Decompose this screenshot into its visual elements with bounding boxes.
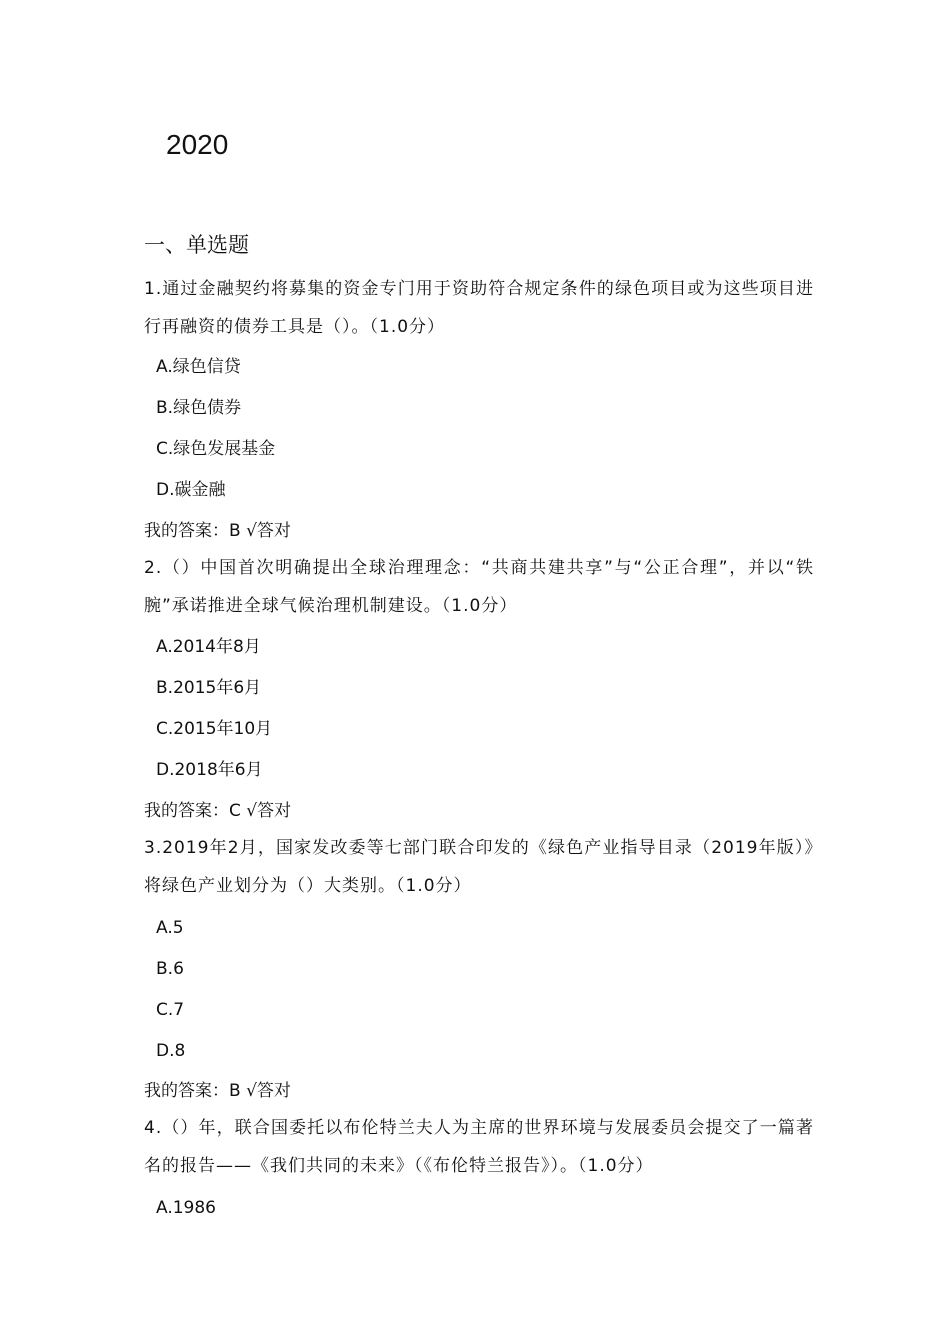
question-1-option-b: B.绿色债券 <box>156 398 242 418</box>
question-3-text: 3.2019年2月，国家发改委等七部门联合印发的《绿色产业指导目录（2019年版）》将绿色产业划分为（）大类别。（1.0分） <box>144 838 814 896</box>
question-3-option-a: A.5 <box>156 918 184 938</box>
question-3-option-b: B.6 <box>156 959 184 979</box>
question-1-answer: 我的答案：B √答对 <box>144 521 291 541</box>
question-2-answer: 我的答案：C √答对 <box>144 801 292 821</box>
question-3-option-c: C.7 <box>156 1000 185 1020</box>
question-4-option-a: A.1986 <box>156 1198 216 1218</box>
question-2-option-b: B.2015年6月 <box>156 678 262 698</box>
question-3-answer: 我的答案：B √答对 <box>144 1081 291 1101</box>
question-1-option-a: A.绿色信贷 <box>156 357 241 377</box>
question-4-text: 4.（）年，联合国委托以布伦特兰夫人为主席的世界环境与发展委员会提交了一篇著名的报告——《我们共同的未来》（《布伦特兰报告》）。（1.0分） <box>144 1118 814 1176</box>
question-1-text: 1.通过金融契约将募集的资金专门用于资助符合规定条件的绿色项目或为这些项目进行再融资的债券工具是（）。（1.0分） <box>144 279 814 337</box>
question-1-option-c: C.绿色发展基金 <box>156 439 276 459</box>
question-2-text: 2.（）中国首次明确提出全球治理理念：“共商共建共享”与“公正合理”，并以“铁腕”承诺推进全球气候治理机制建设。（1.0分） <box>144 558 814 616</box>
question-2-option-c: C.2015年10月 <box>156 719 273 739</box>
document-title: 2020 <box>166 129 229 160</box>
question-1-option-d: D.碳金融 <box>156 480 226 500</box>
question-3-option-d: D.8 <box>156 1041 186 1061</box>
question-2-option-d: D.2018年6月 <box>156 760 263 780</box>
question-2-option-a: A.2014年8月 <box>156 637 261 657</box>
section-heading: 一、单选题 <box>144 233 249 257</box>
